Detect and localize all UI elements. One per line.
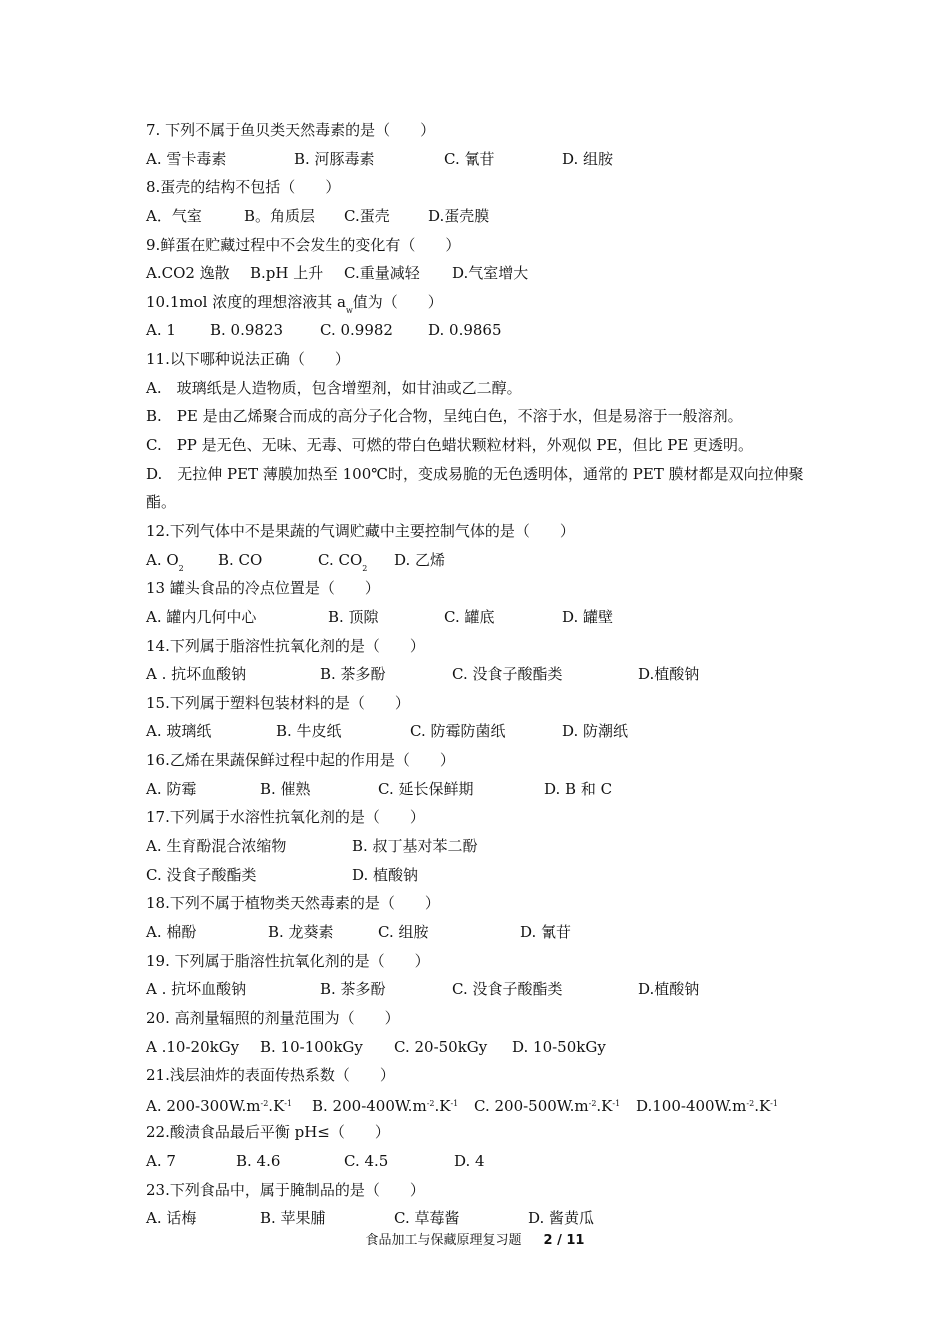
unit-k: .K — [754, 1096, 771, 1115]
option-b: B.pH 上升 — [250, 264, 324, 283]
option-c: C. 草莓酱 — [394, 1209, 460, 1228]
option-d: D. 酱黄瓜 — [528, 1209, 595, 1228]
question-22-options — [146, 1147, 818, 1176]
option-d: D. 组胺 — [562, 149, 614, 168]
question-15-stem: 15.下列属于塑料包装材料的是（ ） — [146, 693, 410, 712]
exponent: -1 — [284, 1098, 293, 1108]
option-c-text: C. 200-500W. — [474, 1096, 575, 1115]
option-b: B. CO — [218, 550, 263, 569]
option-c: C. 4.5 — [344, 1152, 389, 1171]
option-a: A. 雪卡毒素 — [146, 149, 227, 168]
option-a: A. 玻璃纸 — [146, 722, 212, 741]
question-11-option-a: A. 玻璃纸是人造物质，包含增塑剂，如甘油或乙二醇。 — [146, 378, 522, 397]
option-b — [312, 1090, 458, 1121]
question-21-options — [146, 1090, 818, 1119]
option-d: D. 防潮纸 — [562, 722, 629, 741]
exponent: -2 — [588, 1098, 597, 1108]
page-footer — [0, 1232, 950, 1250]
question-14-options — [146, 660, 818, 689]
unit-k: .K — [596, 1096, 613, 1115]
option-d: D.植酸钠 — [638, 665, 700, 684]
option-d: D. 10-50kGy — [512, 1037, 606, 1056]
option-b: B. 10-100kGy — [260, 1037, 363, 1056]
option-a: A. 罐内几何中心 — [146, 607, 257, 626]
option-b: B. 茶多酚 — [320, 665, 386, 684]
subscript-w: w — [345, 305, 353, 315]
question-9-stem: 9.鲜蛋在贮藏过程中不会发生的变化有（ ） — [146, 235, 461, 254]
option-b: B。角质层 — [244, 206, 316, 225]
option-c: C. 没食子酸酯类 — [452, 980, 563, 999]
option-a: A. 1 — [146, 321, 176, 340]
question-12-stem: 12.下列气体中不是果蔬的气调贮藏中主要控制气体的是（ ） — [146, 521, 575, 540]
question-list — [146, 116, 818, 1233]
exponent: -1 — [612, 1098, 621, 1108]
option-c — [474, 1090, 620, 1121]
question-19-stem: 19. 下列属于脂溶性抗氧化剂的是（ ） — [146, 951, 430, 970]
option-c: C.蛋壳 — [344, 206, 390, 225]
question-17-options-ab — [146, 832, 818, 861]
question-18-stem: 18.下列不属于植物类天然毒素的是（ ） — [146, 894, 440, 913]
exponent: -2 — [260, 1098, 269, 1108]
option-c: C. 20-50kGy — [394, 1037, 488, 1056]
option-b: B. 河豚毒素 — [294, 149, 375, 168]
option-d: D. 乙烯 — [394, 550, 446, 569]
exponent: -2 — [426, 1098, 435, 1108]
option-d: D.植酸钠 — [638, 980, 700, 999]
option-c: C.重量减轻 — [344, 264, 420, 283]
option-a: A .10-20kGy — [146, 1037, 240, 1056]
question-13-stem: 13 罐头食品的冷点位置是（ ） — [146, 579, 380, 598]
question-15-options — [146, 717, 818, 746]
option-a: A．气室 — [146, 206, 202, 225]
option-b: B. 4.6 — [236, 1152, 281, 1171]
question-18-options — [146, 918, 818, 947]
stem-text-end: 值为（ ） — [352, 292, 443, 311]
subscript-2: 2 — [178, 563, 184, 573]
question-8-stem: 8.蛋壳的结构不包括（ ） — [146, 178, 341, 197]
question-14-stem: 14.下列属于脂溶性抗氧化剂的是（ ） — [146, 636, 425, 655]
option-a-text: A. O — [146, 550, 179, 569]
question-23-options — [146, 1204, 818, 1233]
question-20-stem: 20. 高剂量辐照的剂量范围为（ ） — [146, 1008, 400, 1027]
option-c: C. 氰苷 — [444, 149, 495, 168]
option-b: B. 茶多酚 — [320, 980, 386, 999]
option-a — [146, 1090, 292, 1121]
option-d: D. 氰苷 — [520, 922, 572, 941]
question-11-option-d: D. 无拉伸 PET 薄膜加热至 100℃时，变成易脆的无色透明体，通常的 PET 膜材都是双向拉伸聚酯。 — [146, 464, 804, 512]
option-c: C. 罐底 — [444, 607, 495, 626]
question-21-stem: 21.浅层油炸的表面传热系数（ ） — [146, 1066, 395, 1085]
option-d: D. 4 — [454, 1152, 485, 1171]
option-a: A. 话梅 — [146, 1209, 197, 1228]
option-d: D. 0.9865 — [428, 321, 502, 340]
option-a: A. 棉酚 — [146, 922, 197, 941]
option-a: A . 抗坏血酸钠 — [146, 980, 247, 999]
option-b: B. 苹果脯 — [260, 1209, 326, 1228]
question-16-stem: 16.乙烯在果蔬保鲜过程中起的作用是（ ） — [146, 751, 455, 770]
unit-m: m — [732, 1096, 747, 1115]
question-7-options — [146, 145, 818, 174]
question-10-stem — [146, 288, 818, 317]
option-a: A. 生育酚混合浓缩物 — [146, 837, 287, 856]
question-16-options — [146, 775, 818, 804]
option-b: B. 牛皮纸 — [276, 722, 342, 741]
question-22-stem: 22.酸渍食品最后平衡 pH≤（ ） — [146, 1123, 390, 1142]
question-13-options — [146, 603, 818, 632]
option-d: D. 植酸钠 — [352, 865, 419, 884]
question-8-options — [146, 202, 818, 231]
option-c: C. 组胺 — [378, 922, 429, 941]
option-d: D. 罐壁 — [562, 607, 614, 626]
option-c: C. 延长保鲜期 — [378, 779, 474, 798]
option-d — [636, 1090, 778, 1121]
stem-text: 10.1mol 浓度的理想溶液其 a — [146, 292, 346, 311]
option-c: C. 没食子酸酯类 — [146, 865, 257, 884]
unit-k: .K — [434, 1096, 451, 1115]
footer-title: 食品加工与保藏原理复习题 — [365, 1233, 522, 1248]
question-12-options — [146, 546, 818, 575]
option-a: A . 抗坏血酸钠 — [146, 665, 247, 684]
option-d-text: D.100-400W. — [636, 1096, 733, 1115]
subscript-2: 2 — [362, 563, 368, 573]
unit-m: m — [574, 1096, 589, 1115]
question-23-stem: 23.下列食品中，属于腌制品的是（ ） — [146, 1180, 425, 1199]
exponent: -2 — [746, 1098, 755, 1108]
question-7-stem: 7. 下列不属于鱼贝类天然毒素的是（ ） — [146, 121, 436, 139]
option-b: B. 催熟 — [260, 779, 311, 798]
page-number: 2 / 11 — [543, 1233, 585, 1248]
option-c-text: C. CO — [318, 550, 363, 569]
question-17-stem: 17.下列属于水溶性抗氧化剂的是（ ） — [146, 808, 425, 827]
option-b: B. 0.9823 — [210, 321, 284, 340]
option-b: B. 龙葵素 — [268, 922, 334, 941]
unit-m: m — [246, 1096, 261, 1115]
question-20-options — [146, 1033, 818, 1062]
option-d: D. B 和 C — [544, 779, 613, 798]
option-a: A. 防霉 — [146, 779, 197, 798]
option-d: D.蛋壳膜 — [428, 206, 490, 225]
question-11-option-b: B. PE 是由乙烯聚合而成的高分子化合物，呈纯白色，不溶于水，但是易溶于一般溶剂。 — [146, 407, 743, 426]
question-11-option-c: C. PP 是无色、无味、无毒、可燃的带白色蜡状颗粒材料，外观似 PE，但比 PE 更透明。 — [146, 436, 754, 455]
option-a: A. 7 — [146, 1152, 176, 1171]
option-b: B. 叔丁基对苯二酚 — [352, 837, 478, 856]
exponent: -1 — [770, 1098, 778, 1108]
question-17-options-cd — [146, 861, 818, 890]
option-c: C. 防霉防菌纸 — [410, 722, 506, 741]
option-d: D.气室增大 — [452, 264, 529, 283]
option-a: A.CO2 逸散 — [146, 264, 230, 283]
option-c: C. 0.9982 — [320, 321, 393, 340]
question-9-options — [146, 259, 818, 288]
exponent: -1 — [450, 1098, 459, 1108]
option-a-text: A. 200-300W. — [146, 1096, 247, 1115]
unit-m: m — [412, 1096, 427, 1115]
unit-k: .K — [268, 1096, 285, 1115]
question-11-stem: 11.以下哪种说法正确（ ） — [146, 350, 350, 369]
option-b-text: B. 200-400W. — [312, 1096, 413, 1115]
question-10-options — [146, 316, 818, 345]
option-b: B. 顶隙 — [328, 607, 379, 626]
option-c: C. 没食子酸酯类 — [452, 665, 563, 684]
question-19-options — [146, 975, 818, 1004]
